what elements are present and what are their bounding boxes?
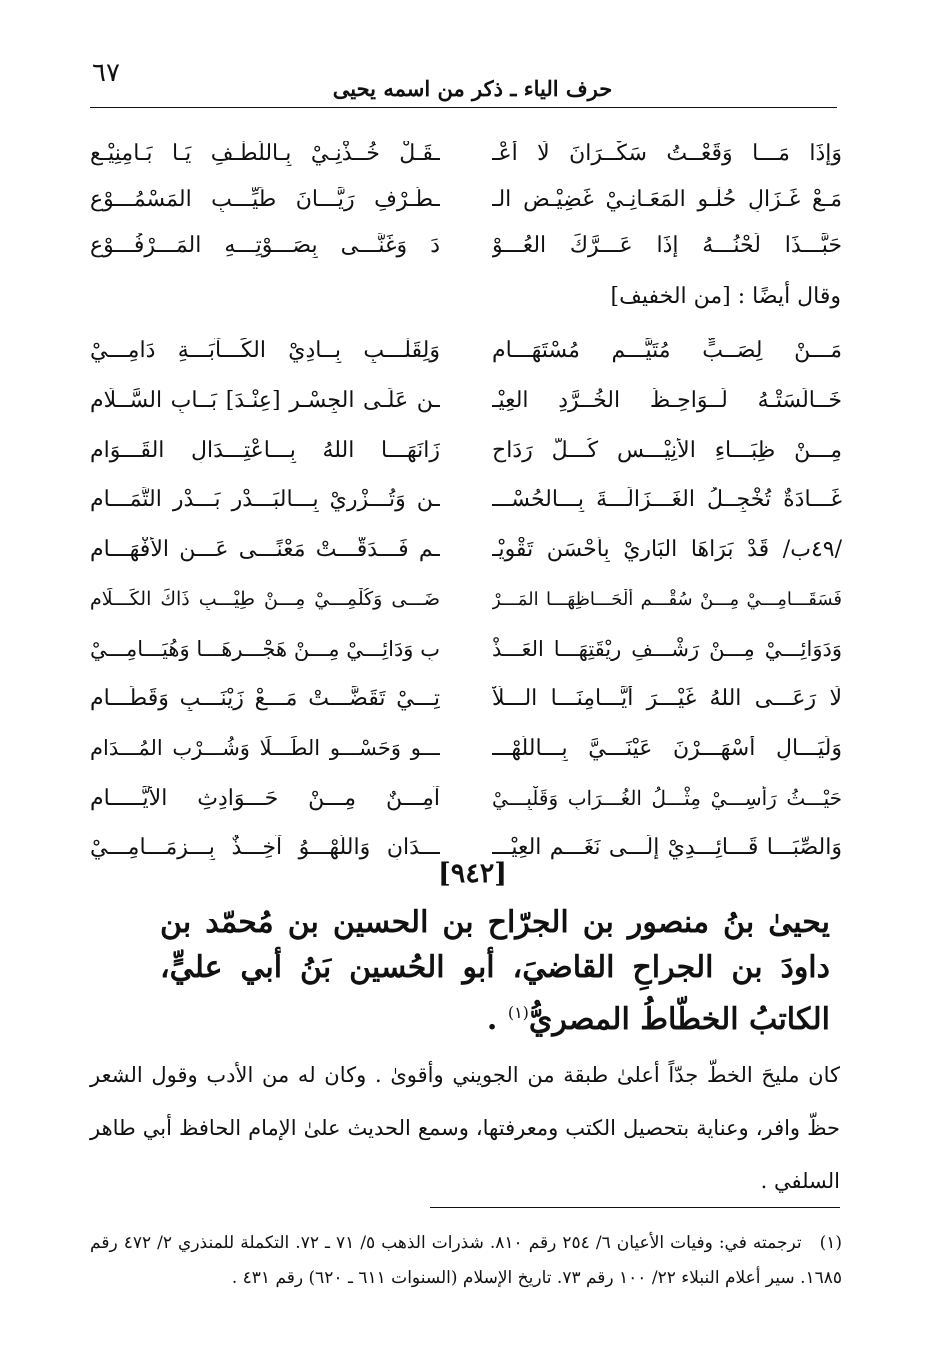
verse-line — [90, 425, 842, 475]
verse-right-hemistich: وَدَوَائِـــيْ مِـــنْ رَشْـــفِ رِيْقَتِهَـــا العَـــذْ — [492, 636, 842, 661]
verse-right-hemistich: حَيْـــثُ رَأْسِـــيْ مِثْـــلُ الغُـــرَابِ وَقَلْبِـــيْ — [492, 786, 842, 811]
verse-right-hemistich: /٤٩ب/ قَدْ بَرَاهَا البَارِيْ بِأَحْسَنِ تَقْوِيْـ — [492, 537, 842, 563]
verse-line — [90, 574, 842, 624]
verse-line — [90, 674, 842, 724]
verse-line — [90, 525, 842, 575]
verse-left-hemistich: ـــوِ وَحَسْـــوِ الطِّـــلَا وَشُـــرْبِ المُـــدَامِ — [90, 736, 440, 761]
entry-number: [٩٤٢] — [437, 858, 508, 889]
verse-right-hemistich: مَـعْ غَـزَالٍ حُلْـوِ المَعَـانِـيْ غَضِيْـضِ الـ — [492, 186, 842, 212]
verse-left-hemistich: وَلِقَلْـــبٍ بِــادِيْ الكَـــآبَـــةِ دَامِـــيْ — [90, 338, 440, 364]
poem-two — [90, 326, 842, 873]
verse-left-hemistich: ـطَّـرْفِ رَيَّـــانَ طَيِّـــبِ المَسْمُـــوْعِ — [90, 186, 440, 212]
verse-line — [90, 376, 842, 426]
verse-line — [90, 773, 842, 823]
verse-left-hemistich: ـمٍ فَـــدَقَّـــتْ مَعْنًـــى عَـــنِ الأَفْهَـــامِ — [90, 537, 440, 563]
verse-right-hemistich: مِـــنْ ظِبَـــاءِ الأَنِيْـــسِ كُـــلُّ رَدَاحٍ — [492, 437, 842, 463]
verse-right-hemistich: حَبَّـــذَا لَحْنُـــهُ إِذَا عَـــرَّكَ العُـــوْ — [492, 232, 842, 258]
verse-line — [90, 326, 842, 376]
poem-one — [90, 130, 842, 268]
verse-line — [90, 475, 842, 525]
verse-left-hemistich: دَ وَغَنَّـــى بِصَـــوْتِـــهِ المَـــرْفُـــوْعِ — [90, 232, 440, 258]
verse-line — [90, 130, 842, 176]
verse-left-hemistich: ـنِ عَلَـى الجِسْـرِ [عِنْـدَ] بَــابِ السَّــلَامِ — [90, 388, 440, 414]
footnote-reference: (١) — [507, 1003, 529, 1022]
entry-title-text: يحيىٰ بنُ منصور بن الجرّاح بن الحسين بن مُحمّد بن داودَ بن الجراحِ القاضيَ، أبو الحُسين بَنُ أبي عليٍّ، الكاتبُ الخطّاطُ المصريُّ — [160, 905, 830, 1037]
verse-right-hemistich: وَلَيَـــالٍ أَسْهَـــرْنَ عَيْنَـــيَّ بِـــاللَّهْـــ — [492, 735, 842, 761]
page-number: ٦٧ — [92, 58, 120, 88]
verse-left-hemistich: بِ وَدَائِـــيْ مِـــنْ هَجْـــرِهَـــا وَهُيَـــامِـــيْ — [90, 636, 440, 661]
running-head: حرف الياء ـ ذكر من اسمه يحيى — [332, 76, 613, 101]
verse-right-hemistich: وَالصِّبَـــا قَـــائِـــدِيْ إِلَـــى نَغَـــمِ العِيْـــ — [492, 835, 842, 861]
verse-right-hemistich: غَـــادَةٌ تُخْجِــلُ الغَـــزَالَـــةَ بِـــالحُسْـــ — [492, 487, 842, 513]
verse-line — [90, 176, 842, 222]
verse-line — [90, 222, 842, 268]
entry-title-period: . — [486, 1002, 498, 1037]
verse-left-hemistich: ضَـــى وَكُلْمِـــيْ مِـــنْ طِيْـــبِ ذَاكَ الكَـــلَامِ — [90, 588, 440, 611]
footnote-mark: (١) — [819, 1233, 842, 1253]
footnote-divider — [430, 1207, 840, 1208]
verse-right-hemistich: لَا رَعَـــى اللهُ غَيْـــرَ أَيَّـــامِنَـــا الـــلَّاْ — [492, 686, 842, 712]
verse-right-hemistich: مَـــنْ لِصَــبٍّ مُتَيَّـــمٍ مُسْتَهَـــامِ — [492, 338, 842, 364]
verse-right-hemistich: خَــالَسَتْـهُ لَــوَاحِـظُ الخُــرَّدِ العِيْـ — [492, 388, 842, 414]
verse-line — [90, 624, 842, 674]
verse-left-hemistich: تِـــيْ تَقَضَّـــتْ مَـــعْ زَيْنَـــبٍ وَقَطَـــامِ — [90, 686, 440, 712]
verse-left-hemistich: زَانَهَـــا اللهُ بِـــاعْتِـــدَالِ القَـــوَامِ — [90, 437, 440, 463]
verse-left-hemistich: ـنِ وَتُـــزْرِيْ بِـــالبَـــدْرِ بَـــدْرِ التَّمَـــامِ — [90, 487, 440, 513]
header-divider — [90, 107, 837, 108]
verse-right-hemistich: وَإِذَا مَـــا وَقَعْــتُ سَكْــرَانَ لَا أعْـ — [492, 140, 842, 166]
verse-left-hemistich: ـقَـلْ خُــذْنِـيْ بِـاللُّطْـفِ يَـا بَـامِنِيْـعِ — [90, 140, 440, 166]
verse-left-hemistich: آمِـــنٌ مِـــنْ حَـــوَادِثِ الأَيَّـــــامِ — [90, 785, 440, 811]
verse-right-hemistich: فَسَقَـــامِـــيْ مِـــنْ سُقْـــمِ أَلْحَـــاظِهَـــا المَـــرْ — [492, 588, 842, 610]
footnote — [90, 1226, 842, 1296]
entry-title — [160, 900, 830, 1042]
biography-paragraph: كان مليحَ الخطّ جدّاً أعلىٰ طبقة من الجويني وأقوىٰ . وكان له من الأدب وقول الشعر حظّ وافر، وعناية بتحصيل الكتب ومعرفتها، وسمع الحديث علىٰ الإمام الحافظ أبي طاهر السلفي . — [90, 1063, 840, 1193]
poem-introduction: وقال أيضًا : [من الخفيف] — [610, 284, 841, 309]
verse-left-hemistich: ـــدَانِ وَاللَّهْـــوُ آخِـــذٌ بِـــزِمَـــامِـــيْ — [90, 835, 440, 861]
verse-line — [90, 724, 842, 774]
footnote-text: ترجمته في: وفيات الأعيان ٦/ ٢٥٤ رقم ٨١٠. شذرات الذهب ٥/ ٧١ ـ ٧٢. التكملة للمنذري ٢/ ٤٧٢ رقم ١٦٨٥. سير أعلام النبلاء ٢٢/ ١٠٠ رقم ٧٣. تاريخ الإسلام (السنوات ٦١١ ـ ٦٢٠) رقم ٤٣١ . — [90, 1233, 842, 1288]
